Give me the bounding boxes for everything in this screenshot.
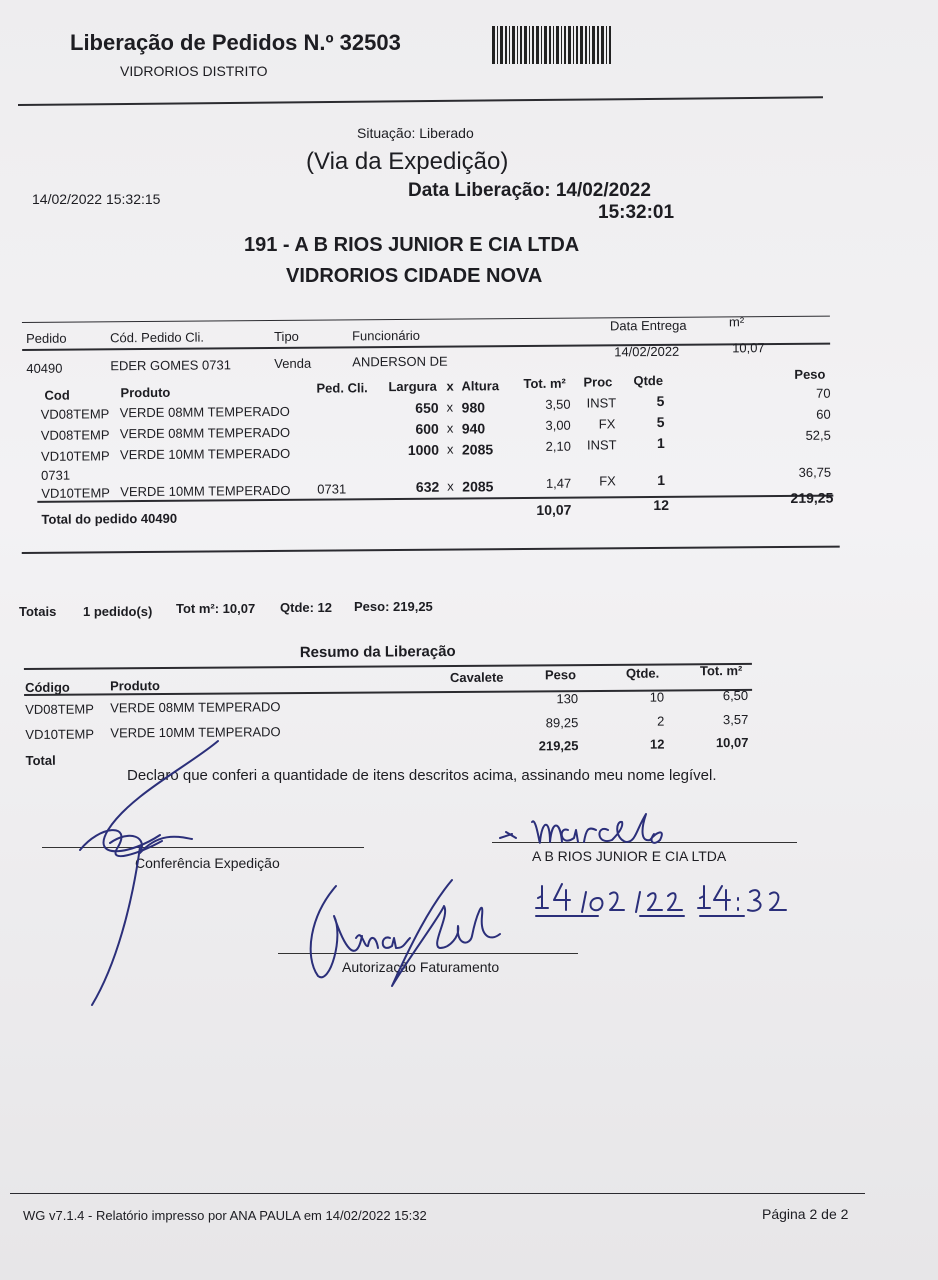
- item-tot-m2: 3,50: [545, 396, 571, 412]
- item-tot-m2: 3,00: [545, 417, 571, 433]
- item-x: x: [447, 478, 454, 494]
- summary-qtde: 2: [657, 713, 665, 729]
- item-proc: FX: [599, 473, 616, 489]
- order-m2: 10,07: [732, 340, 765, 356]
- items-col-produto: Produto: [120, 384, 171, 401]
- order-pedido: 40490: [26, 360, 63, 376]
- totals-m2: Tot m²: 10,07: [176, 601, 256, 616]
- order-tipo: Venda: [274, 355, 312, 372]
- conferencia-label: Conferência Expedição: [135, 855, 280, 871]
- client-name: 191 - A B RIOS JUNIOR E CIA LTDA: [244, 234, 580, 256]
- items-col-tot-m2: Tot. m²: [523, 375, 566, 392]
- items-col-peso: Peso: [794, 366, 826, 382]
- release-time: 15:32:01: [598, 202, 675, 223]
- item-x: x: [446, 420, 454, 436]
- printed-timestamp: 14/02/2022 15:32:15: [32, 191, 161, 207]
- summary-qtde: 10: [649, 689, 665, 705]
- copy-label: (Via da Expedição): [306, 148, 509, 175]
- items-col-cod: Cod: [44, 387, 70, 403]
- items-col-proc: Proc: [583, 374, 613, 390]
- items-col-qtde: Qtde: [633, 372, 664, 389]
- summary-col-cavalete: Cavalete: [449, 669, 504, 686]
- summary-title: Resumo da Liberação: [299, 642, 456, 662]
- items-col-altura: Altura: [461, 378, 500, 394]
- company-name: VIDRORIOS DISTRITO: [120, 63, 268, 79]
- footer-printed-by: WG v7.1.4 - Relatório impresso por ANA PAULA em 14/02/2022 15:32: [23, 1208, 427, 1223]
- item-proc: INST: [586, 395, 617, 411]
- item-produto: VERDE 10MM TEMPERADO: [119, 445, 291, 463]
- totals-label: Totais: [19, 604, 57, 619]
- client-store: VIDRORIOS CIDADE NOVA: [286, 265, 543, 287]
- summary-peso: 89,25: [545, 715, 579, 731]
- footer-page-number: Página 2 de 2: [762, 1206, 849, 1222]
- item-altura: 980: [461, 399, 486, 416]
- client-handwritten-name: [496, 808, 676, 856]
- item-largura: 632: [415, 478, 440, 495]
- col-cod-pedido-cli: Cód. Pedido Cli.: [110, 329, 205, 346]
- document-title: Liberação de Pedidos N.º 32503: [70, 30, 401, 55]
- item-ped-cli: 0731: [317, 481, 347, 497]
- client-signature-label: A B RIOS JUNIOR E CIA LTDA: [532, 848, 727, 864]
- col-m2: m²: [728, 314, 745, 330]
- item-x: x: [446, 399, 454, 415]
- totals-pedidos: 1 pedido(s): [83, 604, 153, 619]
- item-note: 0731: [41, 467, 71, 483]
- item-produto: VERDE 08MM TEMPERADO: [119, 424, 291, 442]
- item-cod: VD10TEMP: [41, 485, 110, 501]
- order-funcionario: ANDERSON DE: [352, 353, 448, 370]
- summary-total-tot-m2: 10,07: [715, 734, 749, 751]
- item-proc: INST: [586, 437, 617, 453]
- handwritten-date: [532, 878, 792, 922]
- summary-col-qtde: Qtde.: [625, 665, 660, 681]
- item-qtde: 5: [656, 392, 665, 410]
- declaration-text: Declaro que conferi a quantidade de itens descritos acima, assinando meu nome legível.: [127, 767, 717, 784]
- conferencia-handwritten-signature: [70, 735, 230, 1015]
- order-data-entrega: 14/02/2022: [614, 343, 680, 360]
- summary-produto: VERDE 08MM TEMPERADO: [110, 699, 281, 716]
- status-label: Situação: Liberado: [357, 125, 474, 141]
- item-peso: 52,5: [805, 427, 831, 443]
- autorizacao-handwritten-signature: [300, 876, 510, 991]
- item-qtde: 5: [656, 413, 665, 431]
- totals-peso: Peso: 219,25: [354, 599, 433, 614]
- order-total-qtde: 12: [653, 496, 670, 514]
- summary-total-peso: 219,25: [538, 738, 579, 754]
- item-peso: 70: [815, 385, 831, 401]
- item-cod: VD10TEMP: [40, 448, 110, 464]
- summary-col-tot-m2: Tot. m²: [699, 662, 743, 679]
- summary-peso: 130: [556, 691, 579, 707]
- item-largura: 650: [415, 399, 439, 416]
- order-total-peso: 219,25: [790, 489, 834, 506]
- item-cod: VD08TEMP: [40, 406, 110, 422]
- footer-rule: [10, 1193, 865, 1194]
- summary-total-label: Total: [25, 752, 56, 768]
- summary-total-qtde: 12: [649, 736, 665, 752]
- item-largura: 600: [415, 420, 439, 437]
- items-col-largura: Largura: [388, 378, 437, 395]
- item-produto: VERDE 10MM TEMPERADO: [120, 482, 291, 500]
- col-tipo: Tipo: [274, 328, 299, 345]
- item-cod: VD08TEMP: [40, 427, 110, 443]
- totals-qtde: Qtde: 12: [280, 600, 333, 615]
- summary-tot-m2: 3,57: [722, 711, 749, 728]
- item-produto: VERDE 08MM TEMPERADO: [119, 403, 290, 421]
- summary-col-codigo: Código: [24, 679, 70, 695]
- release-date: Data Liberação: 14/02/2022: [408, 180, 651, 201]
- item-qtde: 1: [657, 471, 666, 488]
- summary-col-peso: Peso: [544, 667, 577, 683]
- item-altura: 2085: [461, 441, 494, 458]
- col-pedido: Pedido: [26, 330, 67, 346]
- order-cod-pedido-cli: EDER GOMES 0731: [110, 357, 231, 374]
- col-funcionario: Funcionário: [351, 327, 421, 344]
- item-proc: FX: [598, 416, 616, 432]
- item-altura: 2085: [462, 478, 494, 495]
- item-x: x: [446, 441, 454, 457]
- item-qtde: 1: [656, 434, 665, 452]
- order-total-m2: 10,07: [536, 501, 572, 518]
- summary-col-produto: Produto: [109, 678, 160, 694]
- summary-produto: VERDE 10MM TEMPERADO: [110, 724, 281, 741]
- col-data-entrega: Data Entrega: [609, 317, 687, 334]
- items-col-ped-cli: Ped. Cli.: [316, 380, 368, 396]
- item-tot-m2: 1,47: [545, 475, 572, 491]
- item-tot-m2: 2,10: [545, 438, 571, 454]
- item-largura: 1000: [407, 441, 440, 458]
- summary-codigo: VD08TEMP: [25, 701, 94, 717]
- item-altura: 940: [461, 420, 486, 437]
- summary-tot-m2: 6,50: [722, 687, 749, 704]
- item-peso: 36,75: [798, 464, 832, 480]
- item-peso: 60: [816, 406, 831, 422]
- autorizacao-label: Autorização Faturamento: [342, 959, 500, 975]
- summary-codigo: VD10TEMP: [25, 726, 95, 742]
- order-total-label: Total do pedido 40490: [41, 510, 178, 527]
- items-col-x: x: [446, 378, 454, 394]
